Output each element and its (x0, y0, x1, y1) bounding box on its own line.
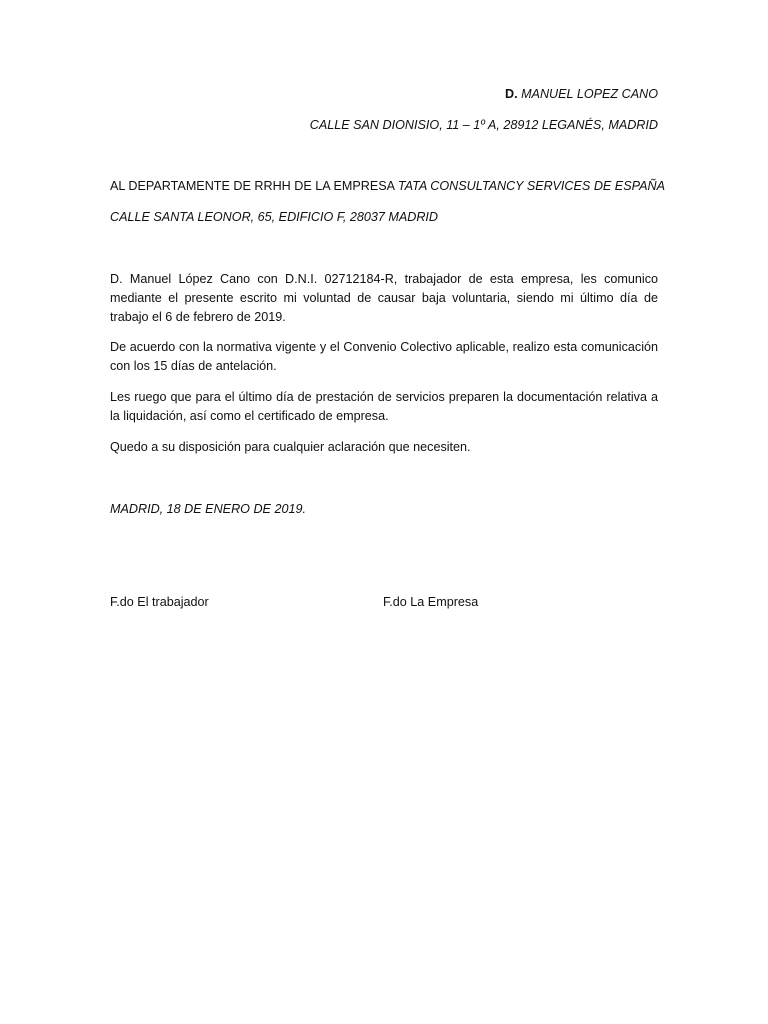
recipient-company: TATA CONSULTANCY SERVICES DE ESPAÑA (397, 179, 665, 193)
sender-name: MANUEL LOPEZ CANO (521, 87, 658, 101)
sender-name-line (505, 86, 658, 102)
body-paragraph-1: D. Manuel López Cano con D.N.I. 02712184-R, trabajador de esta empresa, les comunico mediante el presente escrito mi voluntad de causar baja voluntaria, siendo mi último día de trabajo el 6 de febrero de 2019. (110, 272, 658, 324)
sender-title: D. (504, 87, 518, 101)
recipient-prefix: AL DEPARTAMENTE DE RRHH DE LA EMPRESA (110, 179, 395, 193)
body-paragraph-2: De acuerdo con la normativa vigente y el Convenio Colectivo aplicable, realizo esta comunicación con los 15 días de antelación. (110, 340, 658, 373)
company-signature-label: F.do La Empresa (383, 595, 479, 609)
body-paragraph-4: Quedo a su disposición para cualquier aclaración que necesiten. (110, 440, 471, 454)
body-paragraph-3: Les ruego que para el último día de prestación de servicios preparen la documentación relativa a la liquidación, así como el certificado de empresa. (110, 390, 658, 423)
recipient-line (110, 178, 665, 194)
date-line: MADRID, 18 DE ENERO DE 2019. (110, 502, 306, 516)
recipient-address: CALLE SANTA LEONOR, 65, EDIFICIO F, 28037 MADRID (110, 210, 439, 224)
worker-signature-label: F.do El trabajador (110, 595, 209, 609)
sender-address: CALLE SAN DIONISIO, 11 – 1º A, 28912 LEGANÉS, MADRID (309, 118, 658, 132)
